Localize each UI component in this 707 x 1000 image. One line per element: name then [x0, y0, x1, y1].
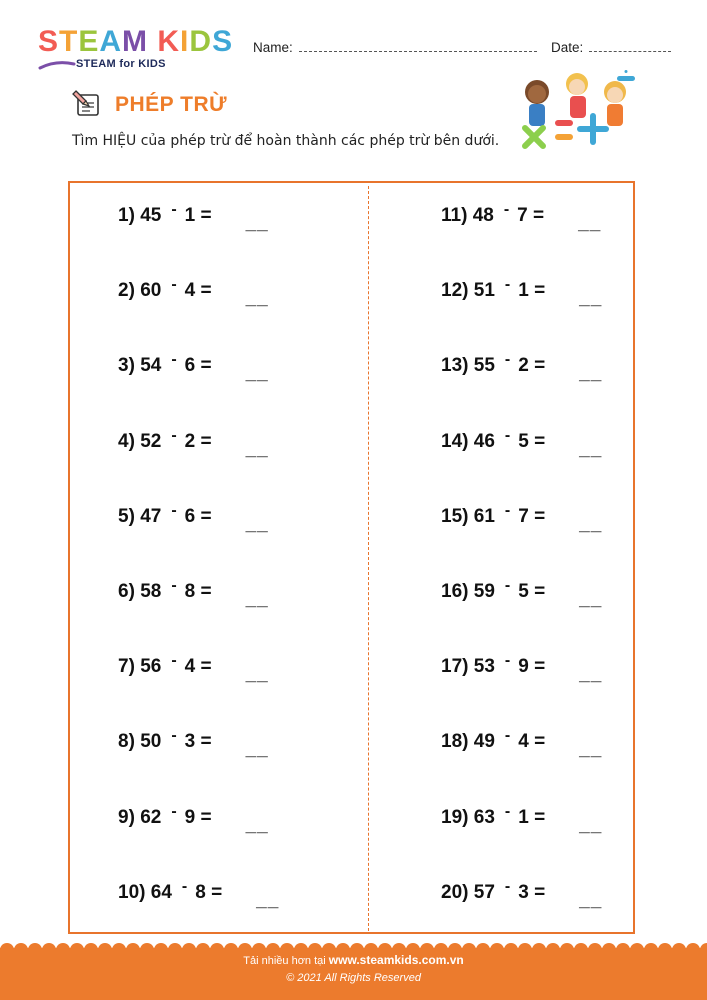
date-line[interactable]	[589, 42, 671, 52]
problem-number: 18)	[441, 731, 474, 753]
problem-minuend: 57	[473, 881, 495, 903]
logo-letter: S	[38, 25, 60, 58]
problem-item	[118, 201, 269, 234]
problem-number: 5)	[118, 505, 141, 527]
answer-blank[interactable]: __	[579, 288, 603, 310]
name-line[interactable]	[299, 42, 537, 52]
answer-blank[interactable]: __	[245, 664, 269, 686]
problem-subtrahend: 4	[184, 656, 196, 678]
minus-sign: -	[171, 652, 177, 670]
answer-blank[interactable]: __	[579, 589, 603, 610]
minus-sign: -	[171, 201, 177, 218]
logo-letter: D	[189, 25, 213, 58]
answer-blank[interactable]: __	[256, 889, 280, 911]
problem-item	[441, 351, 603, 385]
problem-minuend: 64	[150, 881, 172, 903]
answer-blank[interactable]: __	[245, 363, 269, 385]
answer-blank[interactable]: __	[245, 438, 269, 460]
answer-blank[interactable]: __	[578, 213, 602, 234]
equals-sign: =	[195, 355, 212, 377]
equals-sign: =	[528, 881, 546, 903]
footer-link-line	[0, 953, 707, 967]
equals-sign: =	[528, 731, 546, 753]
equals-sign: =	[205, 881, 223, 903]
problem-item	[441, 652, 603, 686]
problem-number: 13)	[441, 355, 474, 377]
name-field[interactable]	[253, 40, 537, 55]
logo-letter	[148, 25, 157, 58]
name-label: Name:	[253, 40, 293, 55]
problem-minuend: 63	[473, 806, 495, 828]
minus-sign: -	[504, 351, 511, 369]
problem-minuend: 55	[473, 355, 495, 377]
equals-sign: =	[528, 430, 546, 452]
equals-sign: =	[528, 355, 546, 377]
logo-letter: S	[212, 25, 234, 58]
problem-subtrahend: 4	[518, 731, 529, 753]
problem-minuend: 45	[140, 205, 162, 226]
equals-sign: =	[527, 205, 545, 226]
problem-item	[118, 501, 269, 535]
problem-item	[118, 577, 269, 610]
equals-sign: =	[195, 505, 212, 527]
problem-subtrahend: 1	[184, 205, 196, 226]
equals-sign: =	[195, 806, 212, 828]
problem-subtrahend: 1	[518, 280, 529, 302]
logo-tagline: STEAM for KIDS	[76, 58, 166, 70]
problem-subtrahend: 8	[184, 581, 196, 602]
problem-number: 2)	[118, 280, 141, 302]
problem-number: 6)	[118, 581, 141, 602]
problem-number: 10)	[118, 881, 151, 903]
logo-text	[38, 26, 238, 58]
problem-item	[441, 201, 602, 234]
answer-blank[interactable]: __	[245, 589, 269, 610]
problem-minuend: 59	[473, 581, 495, 602]
problem-subtrahend: 6	[184, 505, 196, 527]
problem-subtrahend: 1	[518, 806, 529, 828]
minus-sign: -	[504, 276, 511, 294]
problem-minuend: 51	[473, 280, 495, 302]
problem-subtrahend: 3	[518, 881, 529, 903]
problem-subtrahend: 7	[517, 205, 528, 226]
problem-number: 16)	[441, 581, 474, 602]
minus-sign: -	[171, 276, 177, 294]
problem-minuend: 53	[473, 656, 495, 678]
problem-number: 7)	[118, 656, 141, 678]
instruction-text: Tìm HIỆU của phép trừ để hoàn thành các phép trừ bên dưới.	[72, 133, 500, 149]
equals-sign: =	[528, 656, 546, 678]
problem-item	[118, 351, 269, 385]
problem-number: 20)	[441, 881, 474, 903]
problem-item	[118, 652, 269, 686]
problem-number: 8)	[118, 731, 141, 753]
problem-minuend: 54	[140, 355, 162, 377]
minus-sign: -	[504, 501, 511, 519]
minus-sign: -	[504, 652, 511, 670]
logo-letter: A	[99, 25, 123, 58]
problem-number: 11)	[441, 205, 473, 226]
problem-minuend: 48	[472, 205, 494, 226]
minus-sign: -	[171, 577, 177, 594]
answer-blank[interactable]: __	[245, 288, 269, 310]
problem-number: 1)	[118, 205, 141, 226]
minus-sign: -	[181, 877, 188, 895]
pencil-paper-icon	[72, 87, 106, 119]
problem-item	[441, 727, 603, 761]
logo-letter: I	[180, 25, 190, 58]
problem-minuend: 61	[473, 505, 495, 527]
kids-math-illustration	[515, 70, 645, 155]
problem-subtrahend: 2	[518, 355, 529, 377]
problem-minuend: 56	[140, 656, 162, 678]
problem-minuend: 50	[140, 731, 162, 753]
minus-sign: -	[171, 802, 177, 820]
equals-sign: =	[195, 581, 212, 602]
equals-sign: =	[195, 656, 212, 678]
problem-number: 14)	[441, 430, 474, 452]
equals-sign: =	[528, 280, 546, 302]
problem-subtrahend: 9	[518, 656, 529, 678]
answer-blank[interactable]: __	[579, 889, 603, 911]
answer-blank[interactable]: __	[245, 814, 269, 836]
problem-number: 9)	[118, 806, 141, 828]
problem-subtrahend: 6	[184, 355, 196, 377]
logo-swoosh-icon	[38, 58, 78, 72]
minus-sign: -	[503, 201, 510, 218]
equals-sign: =	[195, 280, 212, 302]
answer-blank[interactable]: __	[579, 814, 603, 836]
problem-subtrahend: 5	[518, 430, 529, 452]
footer-prefix: Tải nhiều hơn tại	[243, 955, 329, 967]
problem-minuend: 62	[140, 806, 162, 828]
problem-item	[118, 426, 269, 460]
problem-subtrahend: 9	[184, 806, 196, 828]
problem-item	[118, 877, 280, 911]
date-label: Date:	[551, 40, 584, 55]
minus-sign: -	[504, 426, 511, 444]
date-field[interactable]	[551, 40, 671, 55]
minus-sign: -	[171, 351, 177, 369]
problem-item	[441, 577, 603, 610]
problem-subtrahend: 4	[184, 280, 196, 302]
problem-minuend: 60	[140, 280, 162, 302]
answer-blank[interactable]: __	[245, 739, 269, 761]
problem-item	[441, 426, 603, 460]
minus-sign: -	[504, 727, 511, 745]
problem-number: 12)	[441, 280, 474, 302]
problem-number: 4)	[118, 430, 141, 452]
footer-copyright: © 2021 All Rights Reserved	[286, 972, 421, 984]
problem-subtrahend: 2	[184, 430, 196, 452]
logo-letter: E	[78, 25, 100, 58]
equals-sign: =	[528, 505, 546, 527]
problem-item	[441, 276, 603, 310]
problem-item	[118, 727, 269, 761]
footer-site-link[interactable]: www.steamkids.com.vn	[328, 953, 464, 967]
logo-letter: T	[59, 25, 79, 58]
problem-number: 17)	[441, 656, 474, 678]
logo-letter: K	[157, 25, 181, 58]
problem-subtrahend: 5	[518, 581, 529, 602]
problem-minuend: 49	[473, 731, 495, 753]
minus-sign: -	[171, 426, 177, 444]
minus-sign: -	[504, 802, 511, 820]
problem-minuend: 58	[140, 581, 162, 602]
answer-blank[interactable]: __	[245, 213, 269, 234]
problem-minuend: 52	[140, 430, 162, 452]
logo-letter: M	[122, 25, 149, 58]
problem-number: 15)	[441, 505, 474, 527]
problem-item	[441, 877, 603, 911]
problem-subtrahend: 7	[518, 505, 529, 527]
answer-blank[interactable]: __	[579, 664, 603, 686]
problem-item	[118, 276, 269, 310]
page-title: PHÉP TRỪ	[115, 93, 228, 116]
equals-sign: =	[195, 205, 212, 226]
equals-sign: =	[528, 806, 546, 828]
answer-blank[interactable]: __	[579, 438, 603, 460]
minus-sign: -	[504, 877, 511, 895]
answer-blank[interactable]: __	[579, 513, 603, 535]
equals-sign: =	[195, 731, 212, 753]
answer-blank[interactable]: __	[245, 513, 269, 535]
equals-sign: =	[528, 581, 546, 602]
minus-sign: -	[171, 727, 177, 745]
problem-number: 19)	[441, 806, 474, 828]
steam-kids-logo	[38, 26, 238, 76]
problem-minuend: 47	[140, 505, 162, 527]
problem-subtrahend: 8	[195, 881, 206, 903]
equals-sign: =	[195, 430, 212, 452]
problem-subtrahend: 3	[184, 731, 196, 753]
problem-number: 3)	[118, 355, 141, 377]
problem-item	[441, 802, 603, 836]
problem-item	[441, 501, 603, 535]
problem-minuend: 46	[473, 430, 495, 452]
column-divider	[368, 186, 369, 931]
minus-sign: -	[171, 501, 177, 519]
answer-blank[interactable]: __	[579, 363, 603, 385]
minus-sign: -	[504, 577, 511, 594]
problem-item	[118, 802, 269, 836]
answer-blank[interactable]: __	[579, 739, 603, 761]
